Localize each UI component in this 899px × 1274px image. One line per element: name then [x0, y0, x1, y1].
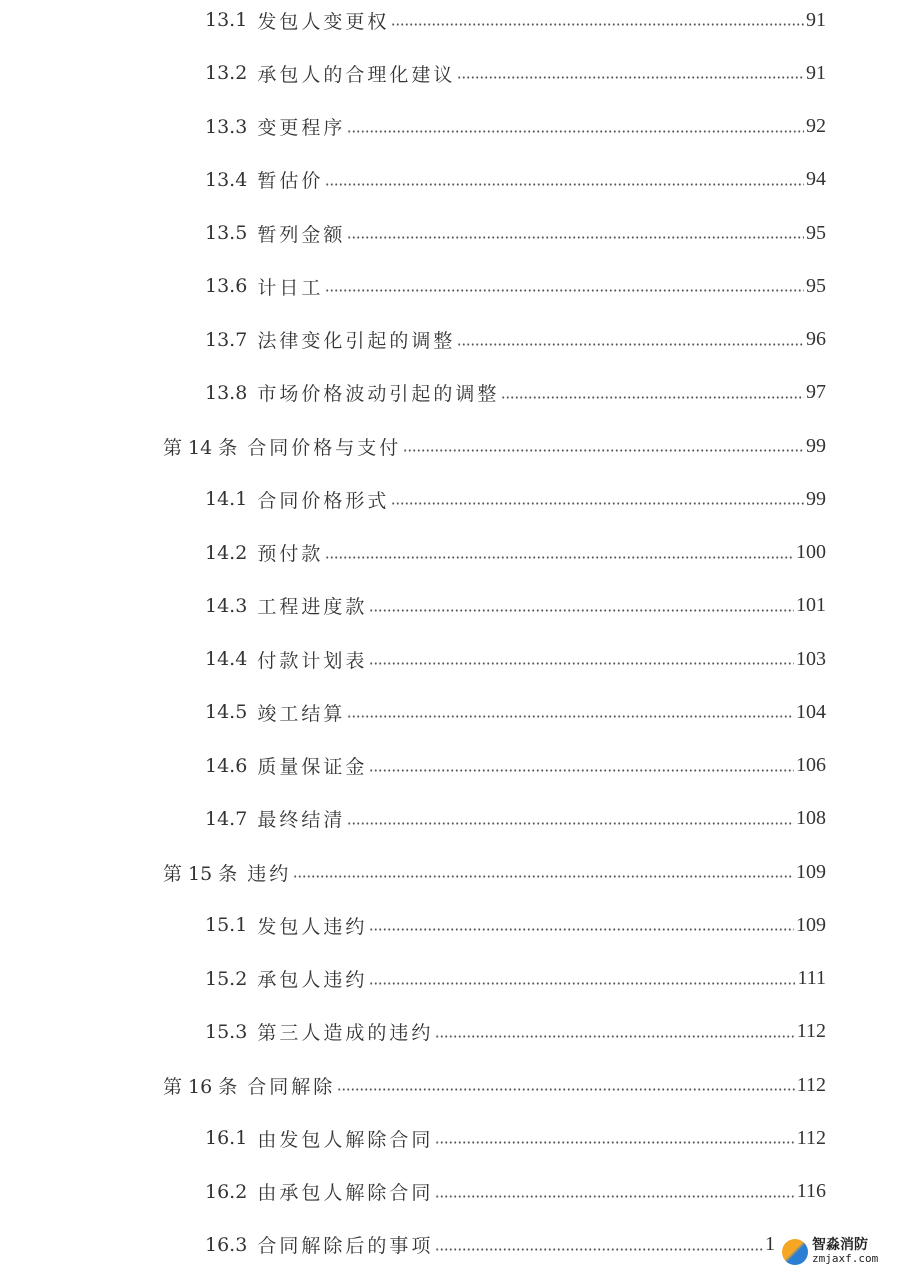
dot-leader: [391, 23, 804, 26]
entry-number: 13.3: [205, 115, 248, 138]
toc-section-entry[interactable]: [205, 1017, 826, 1047]
entry-page-number: 109: [796, 913, 826, 936]
toc-chapter-entry[interactable]: [163, 857, 826, 887]
dot-leader: [457, 76, 804, 79]
entry-title: 合同解除: [247, 1075, 336, 1098]
entry-page-number: 103: [796, 647, 826, 670]
toc-section-entry[interactable]: [205, 218, 826, 248]
toc-section-entry[interactable]: [205, 325, 826, 355]
entry-page-number: 96: [806, 328, 826, 350]
toc-section-entry[interactable]: [205, 378, 826, 408]
entry-page-number: 112: [796, 1126, 826, 1149]
entry-title: 承包人违约: [257, 969, 368, 991]
entry-page-number: 112: [796, 1020, 826, 1043]
entry-number: 15.3: [205, 1020, 248, 1043]
toc-section-entry[interactable]: [205, 697, 826, 727]
entry-title: 第三人造成的违约: [257, 1022, 434, 1045]
entry-title: 由发包人解除合同: [257, 1128, 434, 1151]
entry-number: 13.2: [205, 62, 248, 85]
dot-leader: [325, 556, 794, 559]
dot-leader: [347, 822, 794, 825]
toc-section-entry[interactable]: [205, 1123, 826, 1153]
entry-page-number: 109: [796, 860, 826, 883]
entry-number: 14.5: [205, 701, 248, 724]
toc-section-entry[interactable]: [205, 964, 826, 994]
dot-leader: [435, 1195, 794, 1198]
entry-number: 15.1: [205, 914, 248, 937]
dot-leader: [369, 769, 794, 772]
entry-title: 发包人违约: [257, 915, 368, 938]
toc-section-entry[interactable]: [205, 1177, 826, 1207]
entry-title: 暂列金额: [257, 223, 346, 246]
entry-number: 14.2: [205, 541, 248, 564]
entry-page-number: 111: [797, 967, 826, 989]
toc-section-entry[interactable]: [205, 271, 826, 301]
entry-number: 14.4: [205, 648, 248, 670]
entry-title: 合同价格形式: [257, 489, 390, 512]
entry-number: 13.8: [205, 381, 248, 404]
toc-section-entry[interactable]: [205, 591, 826, 621]
entry-title: 法律变化引起的调整: [257, 330, 456, 352]
entry-title: 质量保证金: [257, 756, 368, 778]
entry-number: 16.2: [205, 1180, 248, 1203]
logo-url: zmjaxf.com: [812, 1252, 879, 1265]
toc-section-entry[interactable]: [205, 58, 826, 88]
dot-leader: [391, 502, 804, 505]
toc-section-entry[interactable]: [205, 484, 826, 514]
dot-leader: [325, 289, 804, 292]
logo-icon: [782, 1239, 808, 1265]
entry-title: 竣工结算: [257, 702, 346, 725]
toc-section-entry[interactable]: [205, 751, 826, 781]
entry-title: 计日工: [257, 276, 324, 299]
entry-number: 第 15 条: [163, 862, 238, 885]
toc-section-entry[interactable]: [205, 804, 826, 834]
dot-leader: [347, 715, 794, 718]
entry-number: 14.3: [205, 594, 248, 617]
entry-page-number: 91: [806, 8, 826, 31]
entry-page-number: 97: [806, 381, 826, 404]
dot-leader: [293, 875, 794, 878]
entry-number: 13.5: [205, 222, 248, 244]
entry-number: 15.2: [205, 967, 248, 990]
dot-leader: [457, 343, 804, 346]
entry-number: 16.3: [205, 1233, 248, 1256]
entry-title: 工程进度款: [257, 596, 368, 619]
entry-title: 预付款: [257, 543, 324, 565]
dot-leader: [435, 1141, 794, 1144]
entry-number: 13.7: [205, 328, 248, 351]
entry-page-number: 99: [806, 434, 826, 457]
entry-title: 变更程序: [257, 117, 346, 139]
logo-name: 智淼消防: [812, 1237, 868, 1253]
entry-page-number: 95: [806, 221, 826, 244]
entry-page-number: 112: [796, 1073, 826, 1096]
entry-number: 16.1: [205, 1127, 248, 1150]
entry-page-number: 95: [806, 274, 826, 297]
watermark-logo: [782, 1234, 892, 1270]
entry-title: 合同解除后的事项: [257, 1235, 434, 1258]
dot-leader: [369, 982, 795, 985]
dot-leader: [435, 1248, 763, 1251]
entry-page-number: 99: [806, 487, 826, 510]
entry-title: 承包人的合理化建议: [257, 63, 456, 86]
entry-page-number: 91: [806, 61, 826, 84]
entry-title: 违约: [247, 862, 292, 885]
toc-section-entry[interactable]: [205, 1230, 775, 1260]
entry-number: 14.6: [205, 754, 248, 777]
dot-leader: [501, 396, 804, 399]
entry-page-number: 108: [796, 807, 826, 830]
toc-section-entry[interactable]: [205, 5, 826, 35]
dot-leader: [347, 236, 804, 239]
dot-leader: [325, 183, 804, 186]
dot-leader: [337, 1088, 794, 1091]
dot-leader: [369, 928, 794, 931]
dot-leader: [369, 662, 794, 665]
entry-title: 发包人变更权: [257, 10, 390, 33]
toc-section-entry[interactable]: [205, 165, 826, 195]
entry-title: 市场价格波动引起的调整: [257, 383, 500, 406]
entry-title: 暂估价: [257, 170, 324, 193]
toc-section-entry[interactable]: [205, 644, 826, 674]
entry-number: 13.1: [205, 9, 248, 31]
dot-leader: [435, 1035, 794, 1038]
entry-title: 付款计划表: [257, 649, 368, 672]
entry-title: 最终结清: [257, 809, 346, 832]
entry-page-number: 106: [796, 754, 826, 776]
dot-leader: [369, 609, 794, 612]
entry-number: 13.6: [205, 275, 248, 298]
entry-page-number: 116: [796, 1180, 826, 1202]
entry-title: 合同价格与支付: [247, 436, 402, 459]
dot-leader: [347, 130, 804, 133]
toc-section-entry[interactable]: [205, 538, 826, 568]
entry-number: 第 14 条: [163, 436, 238, 459]
entry-number: 第 16 条: [163, 1075, 238, 1098]
entry-page-number: 100: [796, 541, 826, 563]
entry-number: 14.1: [205, 488, 248, 511]
entry-page-number: 92: [806, 115, 826, 137]
toc-section-entry[interactable]: [205, 112, 826, 142]
dot-leader: [403, 449, 804, 452]
toc-chapter-entry[interactable]: [163, 431, 826, 461]
entry-page-number: 94: [806, 168, 826, 191]
toc-section-entry[interactable]: [205, 910, 826, 940]
entry-page-number: 101: [796, 594, 826, 617]
entry-title: 由承包人解除合同: [257, 1182, 434, 1204]
entry-page-number: 104: [796, 700, 826, 723]
entry-number: 13.4: [205, 168, 248, 191]
entry-page-number: 1: [765, 1233, 775, 1256]
entry-number: 14.7: [205, 807, 248, 830]
toc-chapter-entry[interactable]: [163, 1070, 826, 1100]
